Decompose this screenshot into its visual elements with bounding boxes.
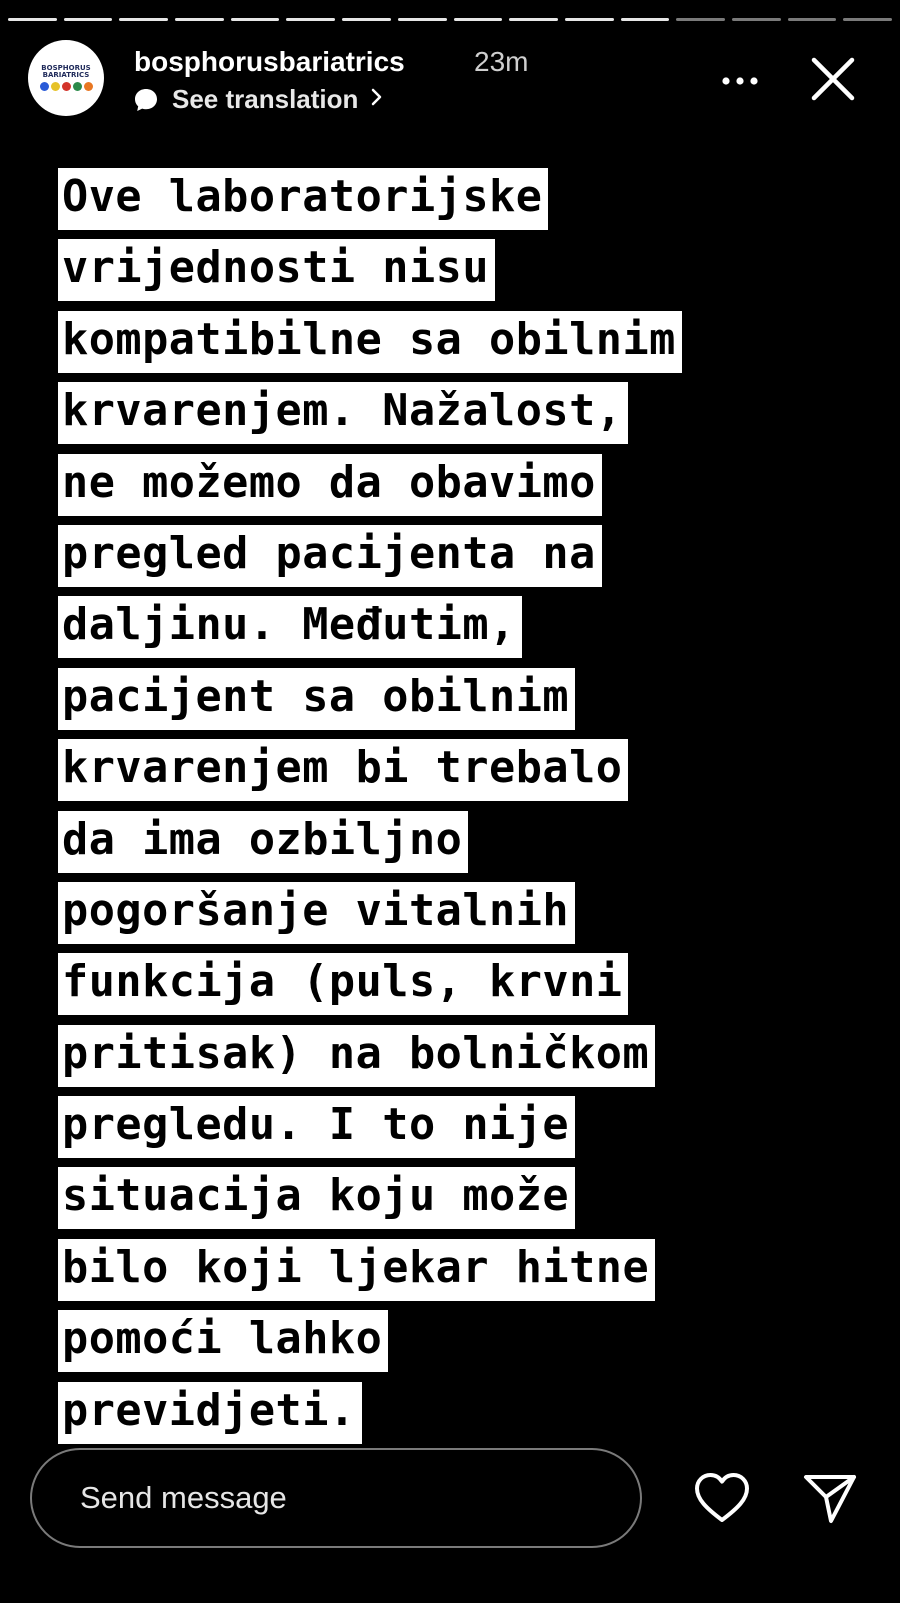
see-translation-link[interactable]	[132, 84, 384, 115]
flag-icon	[51, 82, 60, 91]
avatar-logo-text: BOSPHORUS BARIATRICS	[41, 63, 91, 79]
more-options-icon	[720, 71, 760, 90]
chat-bubble-icon	[132, 86, 160, 114]
progress-segment	[119, 18, 168, 21]
story-footer	[0, 1440, 900, 1560]
story-text-line: pregledu. I to nije	[58, 1090, 848, 1161]
flag-icon	[62, 82, 71, 91]
story-progress-bar	[8, 18, 892, 23]
flag-icon	[73, 82, 82, 91]
story-text-line: previdjeti.	[58, 1376, 848, 1447]
chevron-right-icon	[370, 84, 384, 115]
story-text-line: daljinu. Međutim,	[58, 590, 848, 661]
flag-icon	[40, 82, 49, 91]
story-header	[28, 40, 878, 120]
share-button[interactable]	[800, 1470, 860, 1526]
story-text-line: Ove laboratorijske	[58, 162, 848, 233]
account-name[interactable]: bosphorusbariatrics	[134, 46, 405, 77]
close-button[interactable]	[804, 52, 862, 110]
close-icon	[808, 54, 858, 108]
progress-segment	[8, 18, 57, 21]
story-text-line: vrijednosti nisu	[58, 233, 848, 304]
story-text-line: kompatibilne sa obilnim	[58, 305, 848, 376]
story-text-line: pacijent sa obilnim	[58, 662, 848, 733]
heart-icon	[692, 1511, 752, 1530]
story-text-line: pogoršanje vitalnih	[58, 876, 848, 947]
post-time: 23m	[474, 46, 529, 77]
progress-segment	[732, 18, 781, 21]
avatar-flags	[40, 82, 93, 91]
progress-segment	[454, 18, 503, 21]
see-translation-label: See translation	[172, 84, 359, 114]
progress-segment	[565, 18, 614, 21]
story-text-line: pregled pacijenta na	[58, 519, 848, 590]
avatar[interactable]	[28, 40, 104, 116]
story-text-line: pomoći lahko	[58, 1304, 848, 1375]
story-text-line: ne možemo da obavimo	[58, 448, 848, 519]
flag-icon	[84, 82, 93, 91]
story-text-line: krvarenjem bi trebalo	[58, 733, 848, 804]
progress-segment	[231, 18, 280, 21]
story-text-line: bilo koji ljekar hitne	[58, 1233, 848, 1304]
progress-segment	[398, 18, 447, 21]
progress-segment	[175, 18, 224, 21]
story-text-line: krvarenjem. Nažalost,	[58, 376, 848, 447]
progress-segment	[509, 18, 558, 21]
progress-segment	[621, 18, 670, 21]
story-text-line: da ima ozbiljno	[58, 805, 848, 876]
story-text-line: pritisak) na bolničkom	[58, 1019, 848, 1090]
send-message-input[interactable]	[30, 1448, 642, 1548]
progress-segment	[342, 18, 391, 21]
progress-segment	[788, 18, 837, 21]
progress-segment	[64, 18, 113, 21]
progress-segment	[676, 18, 725, 21]
progress-segment	[286, 18, 335, 21]
story-text-line: funkcija (puls, krvni	[58, 947, 848, 1018]
story-text-block	[58, 162, 848, 1447]
like-button[interactable]	[692, 1470, 752, 1526]
send-icon	[800, 1511, 860, 1530]
more-options-button[interactable]	[718, 60, 762, 100]
progress-segment	[843, 18, 892, 21]
story-text-line: situacija koju može	[58, 1161, 848, 1232]
